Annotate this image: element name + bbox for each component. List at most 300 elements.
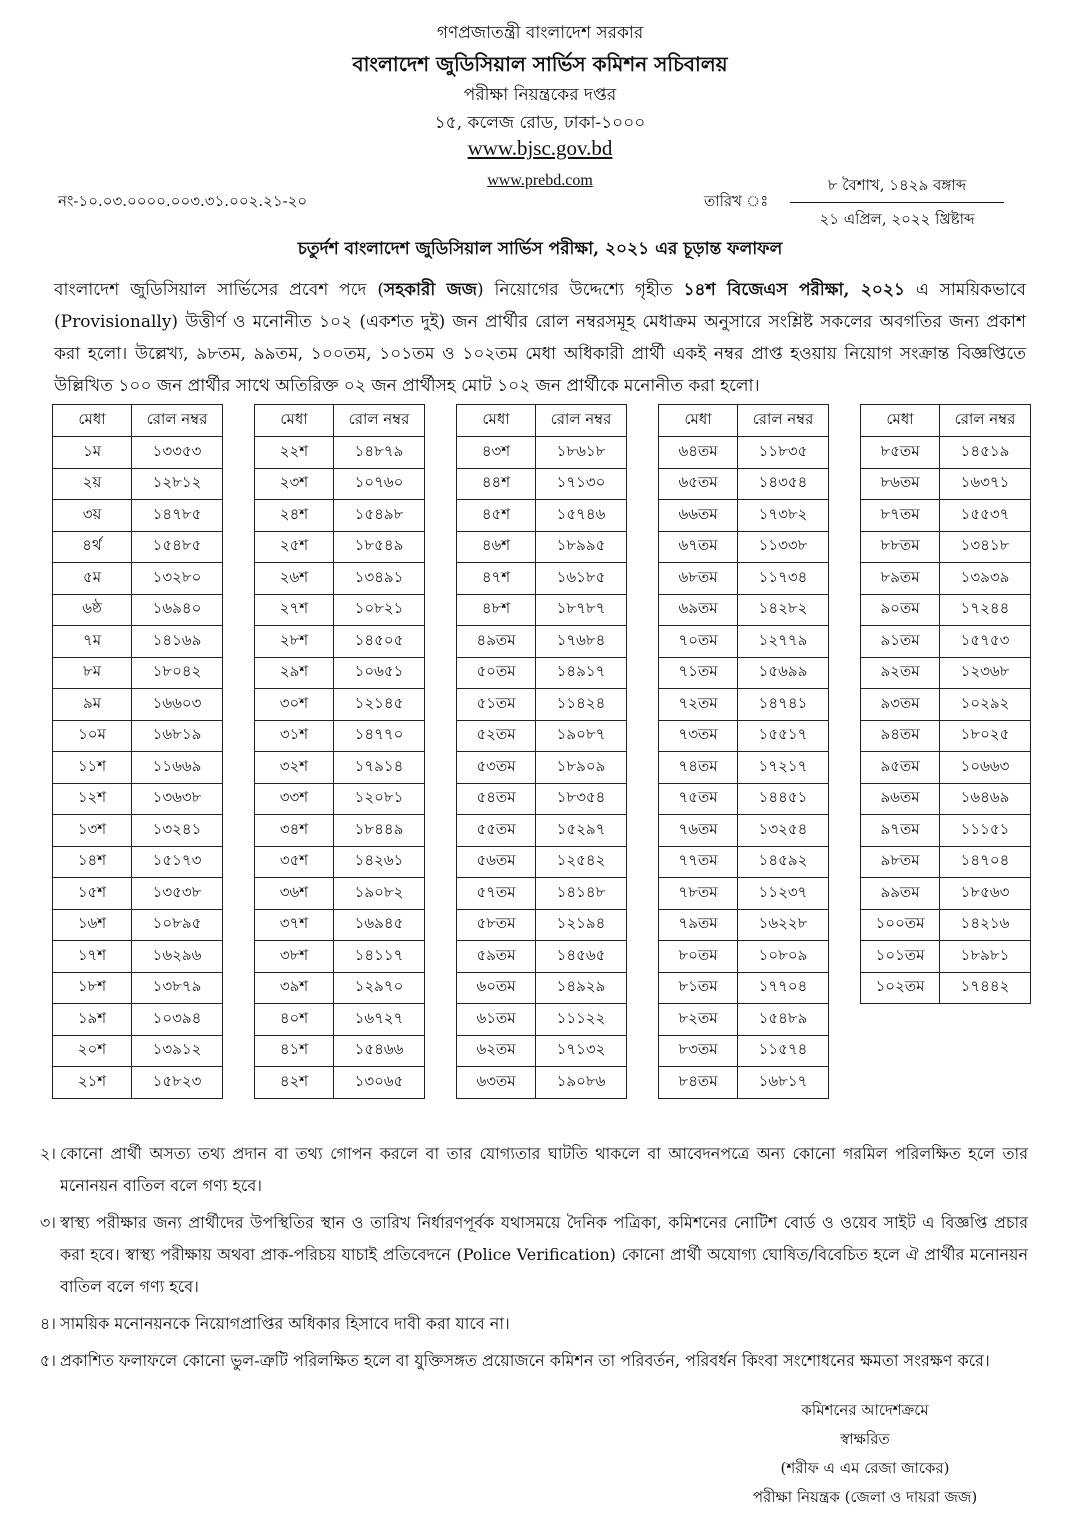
roll-cell: ১৪৫১৯ [940, 437, 1031, 469]
merit-cell: ৪৮শ [457, 594, 536, 626]
merit-header: মেধা [255, 405, 334, 437]
merit-cell: ৬৭তম [659, 531, 738, 563]
roll-cell: ১৭৬৮৪ [536, 626, 627, 658]
roll-cell: ১৪৮৭৯ [334, 437, 425, 469]
signatory-designation: পরীক্ষা নিয়ন্ত্রক (জেলা ও দায়রা জজ) [752, 1488, 978, 1506]
roll-cell: ১১৮৩৫ [738, 437, 829, 469]
roll-cell: ১১২৩৭ [738, 878, 829, 910]
merit-cell: ৬০তম [457, 972, 536, 1004]
merit-cell: ৫৪তম [457, 783, 536, 815]
roll-cell: ১৫৪৮৫ [132, 531, 223, 563]
table-row [861, 909, 1031, 941]
table-row [659, 909, 829, 941]
table-row [255, 783, 425, 815]
table-row [659, 941, 829, 973]
roll-cell: ১১৩৩৮ [738, 531, 829, 563]
table-row [659, 878, 829, 910]
table-row [53, 846, 223, 878]
table-row [53, 972, 223, 1004]
table-row [53, 531, 223, 563]
table-row [255, 1004, 425, 1036]
merit-cell: ৭৯তম [659, 909, 738, 941]
roll-cell: ১০৬৬৩ [940, 752, 1031, 784]
merit-cell: ৫৭তম [457, 878, 536, 910]
merit-cell: ৮৪তম [659, 1067, 738, 1099]
roll-cell: ১২১৯৪ [536, 909, 627, 941]
table-row [861, 563, 1031, 595]
roll-cell: ১২১৪৫ [334, 689, 425, 721]
table-row [861, 437, 1031, 469]
roll-cell: ১৯০৮২ [334, 878, 425, 910]
merit-cell: ১০১তম [861, 941, 940, 973]
table-row [861, 594, 1031, 626]
merit-cell: ১৯শ [53, 1004, 132, 1036]
roll-cell: ১৮৪৪৯ [334, 815, 425, 847]
merit-cell: ৯৪তম [861, 720, 940, 752]
roll-cell: ১৪১১৭ [334, 941, 425, 973]
roll-cell: ১৭২১৭ [738, 752, 829, 784]
merit-cell: ৯ম [53, 689, 132, 721]
table-row [255, 626, 425, 658]
roll-cell: ১৮৯০৯ [536, 752, 627, 784]
table-row [457, 878, 627, 910]
table-row [457, 689, 627, 721]
merit-cell: ৭৬তম [659, 815, 738, 847]
merit-cell: ৫৫তম [457, 815, 536, 847]
table-row [861, 689, 1031, 721]
table-row [255, 720, 425, 752]
intro-paragraph: বাংলাদেশ জুডিসিয়াল সার্ভিসের প্রবেশ পদে (সহকারী জজ) নিয়োগের উদ্দেশ্যে গৃহীত ১৪শ বিজেএস পরীক্ষা, ২০২১ এ সাময়িকভাবে (Provisionally) উত্তীর্ণ ও মনোনীত ১০২ (একশত দুই) জন প্রার্থীর রোল নম্বরসমূহ মেধাক্রম অনুসারে সংশ্লিষ্ট সকলের অবগতির জন্য প্রকাশ করা হলো। উল্লেখ্য, ৯৮তম, ৯৯তম, ১০০তম, ১০১তম ও ১০২তম মেধা অধিকারী প্রার্থী একই নম্বর প্রাপ্ত হওয়ায় নিয়োগ সংক্রান্ত বিজ্ঞপ্তিতে উল্লিখিত ১০০ জন প্রার্থীর সাথে অতিরিক্ত ০২ জন প্রার্থীসহ মোট ১০২ জন প্রার্থীকে মনোনীত করা হলো। [54, 280, 1026, 396]
table-row [255, 468, 425, 500]
merit-cell: ৩৫শ [255, 846, 334, 878]
table-row [53, 752, 223, 784]
merit-cell: ১৮শ [53, 972, 132, 1004]
table-row [53, 909, 223, 941]
table-row [659, 846, 829, 878]
table-row [659, 720, 829, 752]
roll-cell: ১৩৩৫৩ [132, 437, 223, 469]
roll-cell: ১৪২৬১ [334, 846, 425, 878]
merit-cell: ২২শ [255, 437, 334, 469]
merit-cell: ৩৯শ [255, 972, 334, 1004]
merit-cell: ৮৬তম [861, 468, 940, 500]
merit-cell: ৪২শ [255, 1067, 334, 1099]
merit-cell: ৭৩তম [659, 720, 738, 752]
roll-cell: ১৩৯৩৯ [940, 563, 1031, 595]
table-row [457, 657, 627, 689]
roll-cell: ১৭৯১৪ [334, 752, 425, 784]
table-row [861, 468, 1031, 500]
roll-cell: ১২০৮১ [334, 783, 425, 815]
table-row [457, 626, 627, 658]
table-row [659, 626, 829, 658]
roll-header: রোল নম্বর [334, 405, 425, 437]
exam-name: ১৪শ বিজেএস পরীক্ষা, ২০২১ [683, 280, 905, 300]
roll-cell: ১৬৮১৭ [738, 1067, 829, 1099]
merit-cell: ৫১তম [457, 689, 536, 721]
roll-cell: ১৬২২৮ [738, 909, 829, 941]
merit-cell: ৪১শ [255, 1035, 334, 1067]
merit-cell: ৯৯তম [861, 878, 940, 910]
roll-cell: ১৮৫৪৯ [334, 531, 425, 563]
table-row [659, 1067, 829, 1099]
official-website-link[interactable]: www.bjsc.gov.bd [467, 136, 613, 160]
roll-cell: ১২৩৬৮ [940, 657, 1031, 689]
table-row [53, 689, 223, 721]
table-row [53, 594, 223, 626]
roll-cell: ১৩২৮০ [132, 563, 223, 595]
merit-cell: ১৩শ [53, 815, 132, 847]
merit-cell: ৬ষ্ঠ [53, 594, 132, 626]
table-row [255, 752, 425, 784]
merit-cell: ১০ম [53, 720, 132, 752]
merit-cell: ৪৩শ [457, 437, 536, 469]
roll-cell: ১৫৪৮৯ [738, 1004, 829, 1036]
merit-cell: ২১শ [53, 1067, 132, 1099]
roll-cell: ১১৪২৪ [536, 689, 627, 721]
roll-cell: ১৪২৮২ [738, 594, 829, 626]
merit-cell: ৪৭শ [457, 563, 536, 595]
table-row [53, 657, 223, 689]
table-row [53, 1004, 223, 1036]
roll-cell: ১৪৭৮৫ [132, 500, 223, 532]
merit-cell: ৩৮শ [255, 941, 334, 973]
roll-cell: ১৩৮৭৯ [132, 972, 223, 1004]
table-row [255, 846, 425, 878]
table-row [861, 941, 1031, 973]
roll-header: রোল নম্বর [738, 405, 829, 437]
note-item: ৪। সাময়িক মনোনয়নকে নিয়োগপ্রাপ্তির অধিকার হিসাবে দাবী করা যাবে না। [39, 1314, 510, 1333]
merit-cell: ৩য় [53, 500, 132, 532]
merit-cell: ৭৮তম [659, 878, 738, 910]
roll-cell: ১৪৩৫৪ [738, 468, 829, 500]
roll-cell: ১৪৯২৯ [536, 972, 627, 1004]
table-row [861, 878, 1031, 910]
roll-cell: ১৬৬০৩ [132, 689, 223, 721]
table-row [53, 720, 223, 752]
roll-cell: ১৭১৩২ [536, 1035, 627, 1067]
table-row [255, 878, 425, 910]
roll-cell: ১৮৯৯৫ [536, 531, 627, 563]
merit-cell: ৭৪তম [659, 752, 738, 784]
roll-cell: ১৩৫৩৮ [132, 878, 223, 910]
roll-cell: ১৪৭৭০ [334, 720, 425, 752]
roll-cell: ১৫৬৯৯ [738, 657, 829, 689]
signature-signed-line: স্বাক্ষরিত [840, 1430, 890, 1448]
merit-cell: ২য় [53, 468, 132, 500]
merit-cell: ৫ম [53, 563, 132, 595]
table-row [53, 500, 223, 532]
roll-cell: ১৭২৪৪ [940, 594, 1031, 626]
roll-cell: ১৩৪৯১ [334, 563, 425, 595]
merit-cell: ৭২তম [659, 689, 738, 721]
table-row [659, 500, 829, 532]
signature-block [720, 1396, 1010, 1512]
table-row [861, 846, 1031, 878]
signatory-name: (শরীফ এ এম রেজা জাকের) [780, 1459, 950, 1477]
merit-header: মেধা [53, 405, 132, 437]
table-row [53, 941, 223, 973]
table-row [457, 437, 627, 469]
post-name: সহকারী জজ [383, 280, 478, 300]
roll-cell: ১৬৩৭১ [940, 468, 1031, 500]
merit-cell: ৬৬তম [659, 500, 738, 532]
table-row [255, 689, 425, 721]
roll-cell: ১১৭৩৪ [738, 563, 829, 595]
roll-cell: ১৮৭৮৭ [536, 594, 627, 626]
merit-cell: ৩১শ [255, 720, 334, 752]
merit-cell: ৯৮তম [861, 846, 940, 878]
merit-cell: ৮ম [53, 657, 132, 689]
notes-list [22, 1138, 1028, 1382]
merit-cell: ৪র্থ [53, 531, 132, 563]
roll-cell: ১৫৭৪৬ [536, 500, 627, 532]
merit-cell: ৪৪শ [457, 468, 536, 500]
roll-cell: ১৮০৪২ [132, 657, 223, 689]
table-row [659, 815, 829, 847]
roll-cell: ১৮০২৫ [940, 720, 1031, 752]
roll-cell: ১০৭৬০ [334, 468, 425, 500]
table-row [53, 1035, 223, 1067]
merit-cell: ৫২তম [457, 720, 536, 752]
page-title: চতুর্দশ বাংলাদেশ জুডিসিয়াল সার্ভিস পরীক্ষা, ২০২১ এর চূড়ান্ত ফলাফল [297, 239, 783, 259]
merit-cell: ৪০শ [255, 1004, 334, 1036]
merit-cell: ৮৩তম [659, 1035, 738, 1067]
merit-cell: ৯১তম [861, 626, 940, 658]
merit-cell: ৬২তম [457, 1035, 536, 1067]
table-row [457, 972, 627, 1004]
table-row [861, 500, 1031, 532]
roll-cell: ১৫৮২৩ [132, 1067, 223, 1099]
roll-cell: ১০৮০৯ [738, 941, 829, 973]
roll-cell: ১০৮২১ [334, 594, 425, 626]
table-row [53, 878, 223, 910]
table-row [255, 909, 425, 941]
merit-cell: ৮৮তম [861, 531, 940, 563]
merit-cell: ১১শ [53, 752, 132, 784]
result-table-1 [52, 404, 223, 1099]
merit-cell: ৫৮তম [457, 909, 536, 941]
table-row [255, 657, 425, 689]
table-row [255, 972, 425, 1004]
table-row [861, 626, 1031, 658]
roll-cell: ১৯০৮৭ [536, 720, 627, 752]
merit-cell: ৯২তম [861, 657, 940, 689]
roll-header: রোল নম্বর [536, 405, 627, 437]
merit-header: মেধা [457, 405, 536, 437]
merit-cell: ৩০শ [255, 689, 334, 721]
merit-cell: ২৪শ [255, 500, 334, 532]
memo-number: নং-১০.০৩.০০০০.০০৩.৩১.০০২.২১-২০ [58, 192, 308, 210]
merit-cell: ৩৭শ [255, 909, 334, 941]
merit-cell: ৭৭তম [659, 846, 738, 878]
table-row [659, 657, 829, 689]
table-row [255, 563, 425, 595]
table-row [255, 500, 425, 532]
roll-cell: ১৫৪৯৮ [334, 500, 425, 532]
roll-header: রোল নম্বর [132, 405, 223, 437]
roll-cell: ১৪১৪৮ [536, 878, 627, 910]
merit-cell: ৭০তম [659, 626, 738, 658]
table-row [255, 594, 425, 626]
table-row [457, 783, 627, 815]
merit-cell: ১৪শ [53, 846, 132, 878]
roll-cell: ১০২৯২ [940, 689, 1031, 721]
roll-cell: ১৪১৬৯ [132, 626, 223, 658]
table-row [457, 1035, 627, 1067]
merit-cell: ৭১তম [659, 657, 738, 689]
merit-cell: ১৬শ [53, 909, 132, 941]
merit-cell: ৬৮তম [659, 563, 738, 595]
table-row [457, 1004, 627, 1036]
merit-cell: ২৫শ [255, 531, 334, 563]
merit-cell: ৮২তম [659, 1004, 738, 1036]
table-row [861, 815, 1031, 847]
merit-cell: ১২শ [53, 783, 132, 815]
table-row [53, 468, 223, 500]
merit-cell: ৬৯তম [659, 594, 738, 626]
roll-cell: ১৬৯৪০ [132, 594, 223, 626]
roll-cell: ১২৭৭৯ [738, 626, 829, 658]
roll-cell: ১৪৫৯২ [738, 846, 829, 878]
table-row [255, 941, 425, 973]
table-row [53, 563, 223, 595]
date-block [790, 174, 1004, 233]
roll-cell: ১৭৭০৪ [738, 972, 829, 1004]
merit-cell: ৪৫শ [457, 500, 536, 532]
roll-cell: ১৬৮১৯ [132, 720, 223, 752]
roll-cell: ১৪৫০৫ [334, 626, 425, 658]
merit-cell: ৫৩তম [457, 752, 536, 784]
merit-cell: ৮০তম [659, 941, 738, 973]
roll-cell: ১৭১৩০ [536, 468, 627, 500]
roll-cell: ১০৩৯৪ [132, 1004, 223, 1036]
roll-cell: ১৮৫৬৩ [940, 878, 1031, 910]
roll-cell: ১৭৪৪২ [940, 972, 1031, 1004]
table-row [659, 594, 829, 626]
roll-cell: ১৪৯১৭ [536, 657, 627, 689]
table-row [457, 500, 627, 532]
table-row [861, 531, 1031, 563]
merit-cell: ৪৬শ [457, 531, 536, 563]
table-row [659, 689, 829, 721]
roll-cell: ১১৫৭৪ [738, 1035, 829, 1067]
table-row [53, 815, 223, 847]
merit-cell: ৫৬তম [457, 846, 536, 878]
roll-cell: ১৬৭২৭ [334, 1004, 425, 1036]
roll-cell: ১৩২৪১ [132, 815, 223, 847]
roll-cell: ১১১২২ [536, 1004, 627, 1036]
roll-cell: ১৮৯৮১ [940, 941, 1031, 973]
roll-cell: ১৯০৮৬ [536, 1067, 627, 1099]
date-bangla: ৮ বৈশাখ, ১৪২৯ বঙ্গাব্দ [790, 174, 1004, 203]
roll-cell: ১৫৫১৭ [738, 720, 829, 752]
merit-header: মেধা [861, 405, 940, 437]
table-row [457, 909, 627, 941]
merit-cell: ৭৫তম [659, 783, 738, 815]
merit-cell: ৯৬তম [861, 783, 940, 815]
merit-cell: ১০০তম [861, 909, 940, 941]
merit-cell: ৩৬শ [255, 878, 334, 910]
roll-cell: ১৮৬১৮ [536, 437, 627, 469]
roll-cell: ১২৮১২ [132, 468, 223, 500]
table-row [659, 468, 829, 500]
office-name: বাংলাদেশ জুডিসিয়াল সার্ভিস কমিশন সচিবালয় [352, 52, 728, 76]
department-name: পরীক্ষা নিয়ন্ত্রকের দপ্তর [463, 85, 617, 105]
roll-cell: ১৬৪৬৯ [940, 783, 1031, 815]
table-row [457, 563, 627, 595]
roll-cell: ১৫১৭৩ [132, 846, 223, 878]
table-row [457, 752, 627, 784]
merit-cell: ৯০তম [861, 594, 940, 626]
date-english: ২১ এপ্রিল, ২০২২ খ্রিষ্টাব্দ [819, 210, 975, 228]
merit-cell: ১৭শ [53, 941, 132, 973]
date-label: তারিখ ঃ [704, 192, 769, 210]
table-row [457, 846, 627, 878]
roll-cell: ১১৬৬৯ [132, 752, 223, 784]
table-row [659, 563, 829, 595]
roll-cell: ১৬৯৪৫ [334, 909, 425, 941]
table-row [861, 972, 1031, 1004]
government-name: গণপ্রজাতন্ত্রী বাংলাদেশ সরকার [436, 23, 644, 43]
table-row [457, 1067, 627, 1099]
table-row [861, 752, 1031, 784]
table-row [255, 815, 425, 847]
table-row [659, 783, 829, 815]
table-row [457, 720, 627, 752]
table-row [53, 437, 223, 469]
merit-cell: ৬১তম [457, 1004, 536, 1036]
table-row [53, 783, 223, 815]
merit-cell: ৯৭তম [861, 815, 940, 847]
roll-cell: ১২৯৭০ [334, 972, 425, 1004]
merit-cell: ৩৪শ [255, 815, 334, 847]
table-row [457, 468, 627, 500]
roll-cell: ১৪৭৪১ [738, 689, 829, 721]
merit-cell: ৩২শ [255, 752, 334, 784]
watermark-website-link[interactable]: www.prebd.com [487, 172, 593, 189]
result-table-5 [860, 404, 1031, 1004]
merit-cell: ৪৯তম [457, 626, 536, 658]
note-item: ২। কোনো প্রার্থী অসত্য তথ্য প্রদান বা তথ্য গোপন করলে বা তার যোগ্যতার ঘাটতি থাকলে বা আবেদনপত্রে অন্য কোনো গরমিল পরিলক্ষিত হলে তার মনোনয়ন বাতিল বলে গণ্য হবে। [39, 1144, 1028, 1195]
roll-cell: ১৪৪৫১ [738, 783, 829, 815]
roll-cell: ১৩৪১৮ [940, 531, 1031, 563]
table-row [457, 531, 627, 563]
roll-cell: ১৬১৮৫ [536, 563, 627, 595]
table-row [255, 531, 425, 563]
roll-cell: ১৮৩৫৪ [536, 783, 627, 815]
table-row [659, 972, 829, 1004]
merit-cell: ৬৩তম [457, 1067, 536, 1099]
merit-cell: ৯৩তম [861, 689, 940, 721]
result-table-2 [254, 404, 425, 1099]
result-table-4 [658, 404, 829, 1099]
table-row [53, 1067, 223, 1099]
roll-cell: ১৪২১৬ [940, 909, 1031, 941]
table-row [659, 1035, 829, 1067]
roll-cell: ১১১৫১ [940, 815, 1031, 847]
merit-cell: ৯৫তম [861, 752, 940, 784]
merit-cell: ২৩শ [255, 468, 334, 500]
merit-cell: ২৮শ [255, 626, 334, 658]
merit-cell: ৩৩শ [255, 783, 334, 815]
merit-cell: ৮৯তম [861, 563, 940, 595]
note-item: ৩। স্বাস্থ্য পরীক্ষার জন্য প্রার্থীদের উপস্থিতির স্থান ও তারিখ নির্ধারণপূর্বক যথাসময়ে দৈনিক পত্রিকা, কমিশনের নোটিশ বোর্ড ও ওয়েব সাইট এ বিজ্ঞপ্তি প্রচার করা হবে। স্বাস্থ্য পরীক্ষায় অথবা প্রাক-পরিচয় যাচাই প্রতিবেদনে (Police Verification) কোনো প্রার্থী অযোগ্য ঘোষিত/বিবেচিত হলে ঐ প্রার্থীর মনোনয়ন বাতিল বলে গণ্য হবে। [39, 1213, 1028, 1296]
merit-cell: ২৯শ [255, 657, 334, 689]
roll-cell: ১৫৫৩৭ [940, 500, 1031, 532]
table-row [457, 815, 627, 847]
merit-cell: ১০২তম [861, 972, 940, 1004]
